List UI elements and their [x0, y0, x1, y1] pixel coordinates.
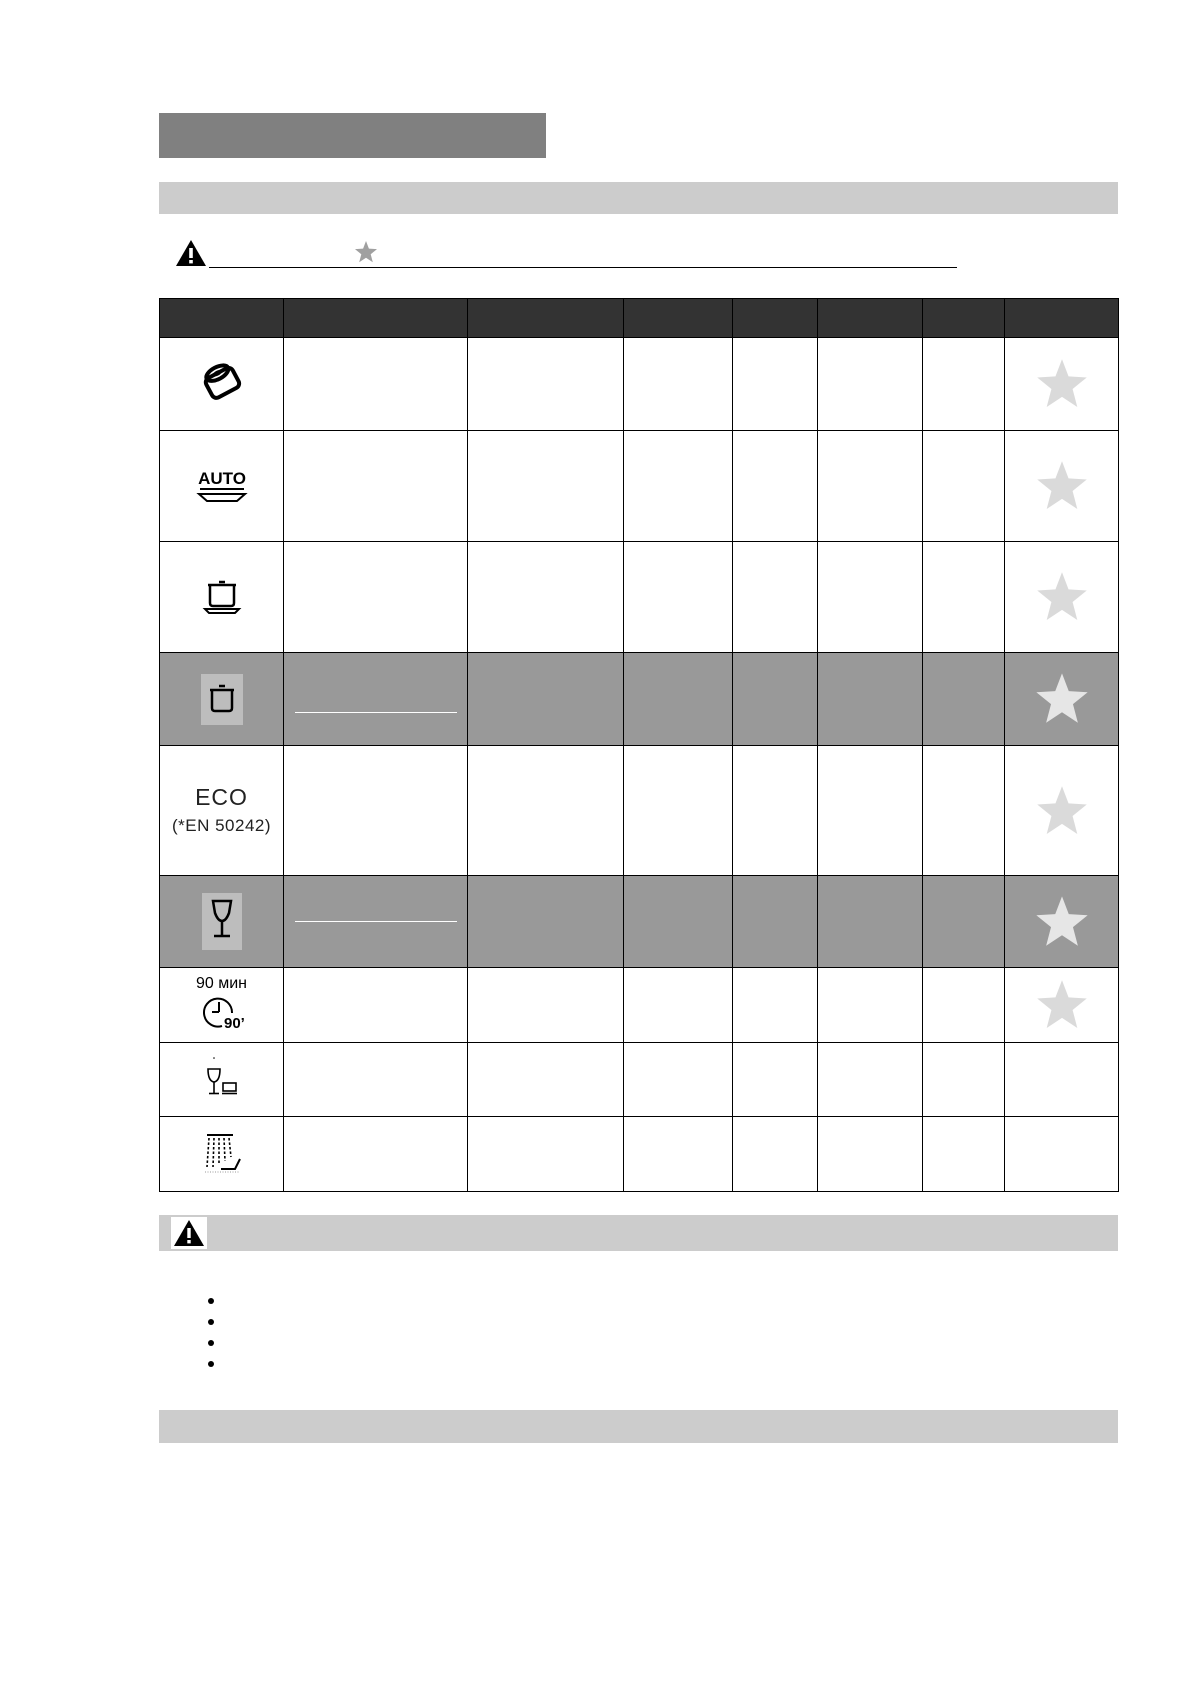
list-item — [208, 1313, 218, 1334]
program-table — [159, 298, 1119, 1192]
eco-standard-label: (*EN 50242) — [171, 815, 272, 835]
header-cell — [733, 299, 818, 338]
eco-label: ECO — [195, 783, 248, 810]
header-cell — [818, 299, 923, 338]
pot-icon — [203, 676, 241, 718]
program-icon-cell — [160, 968, 284, 1043]
note-underline — [209, 267, 957, 268]
program-icon-cell — [160, 1043, 284, 1117]
list-item — [208, 1292, 218, 1313]
program-icon-cell — [160, 1117, 284, 1192]
star-icon — [1034, 978, 1090, 1032]
rating-cell — [1005, 338, 1119, 431]
table-row — [160, 746, 1119, 876]
clock-90-icon — [191, 993, 253, 1031]
star-icon — [1034, 784, 1090, 838]
warning-section-bar — [159, 1215, 1118, 1251]
rating-cell — [1005, 431, 1119, 542]
program-icon-cell — [160, 876, 284, 968]
header-cell — [284, 299, 468, 338]
table-row — [160, 338, 1119, 431]
auto-icon — [196, 464, 248, 504]
rating-cell — [1005, 876, 1119, 968]
header-cell — [1005, 299, 1119, 338]
table-row — [160, 968, 1119, 1043]
rating-cell — [1005, 746, 1119, 876]
glass-icon — [204, 895, 240, 943]
rating-cell — [1005, 542, 1119, 653]
clock-90-text: 90’ — [223, 1014, 245, 1031]
warning-icon — [175, 239, 207, 267]
program-icon-cell — [160, 338, 284, 431]
star-icon — [1034, 357, 1090, 411]
header-cell — [624, 299, 733, 338]
section-title-bar — [159, 113, 546, 158]
program-icon-cell — [160, 431, 284, 542]
program-name-cell — [284, 876, 468, 968]
section-header-bar — [159, 1410, 1118, 1443]
pot-on-plate-icon — [202, 575, 242, 615]
program-icon-cell — [160, 746, 284, 876]
duration-label: 90 мин — [195, 974, 247, 992]
star-icon — [1034, 570, 1090, 624]
glass-and-cup-icon — [200, 1055, 244, 1099]
rinse-spray-icon — [199, 1129, 245, 1175]
table-row — [160, 431, 1119, 542]
list-item — [208, 1355, 218, 1376]
star-icon — [1033, 894, 1091, 950]
program-icon-cell — [160, 653, 284, 746]
header-cell — [923, 299, 1005, 338]
header-cell — [468, 299, 624, 338]
table-row — [160, 542, 1119, 653]
table-row — [160, 1117, 1119, 1192]
table-header-row — [160, 299, 1119, 338]
list-item — [208, 1334, 218, 1355]
header-cell — [160, 299, 284, 338]
bullet-list — [208, 1292, 218, 1376]
intensive-pot-icon — [200, 358, 244, 406]
star-icon — [1033, 671, 1091, 727]
program-name-cell — [284, 653, 468, 746]
section-header-bar — [159, 182, 1118, 214]
auto-icon-text: AUTO — [197, 468, 246, 488]
rating-cell — [1005, 968, 1119, 1043]
star-icon — [354, 240, 378, 264]
program-icon-cell — [160, 542, 284, 653]
star-icon — [1034, 459, 1090, 513]
table-row — [160, 1043, 1119, 1117]
table-row-highlighted — [160, 653, 1119, 746]
table-row-highlighted — [160, 876, 1119, 968]
warning-icon — [171, 1217, 207, 1249]
rating-cell — [1005, 653, 1119, 746]
